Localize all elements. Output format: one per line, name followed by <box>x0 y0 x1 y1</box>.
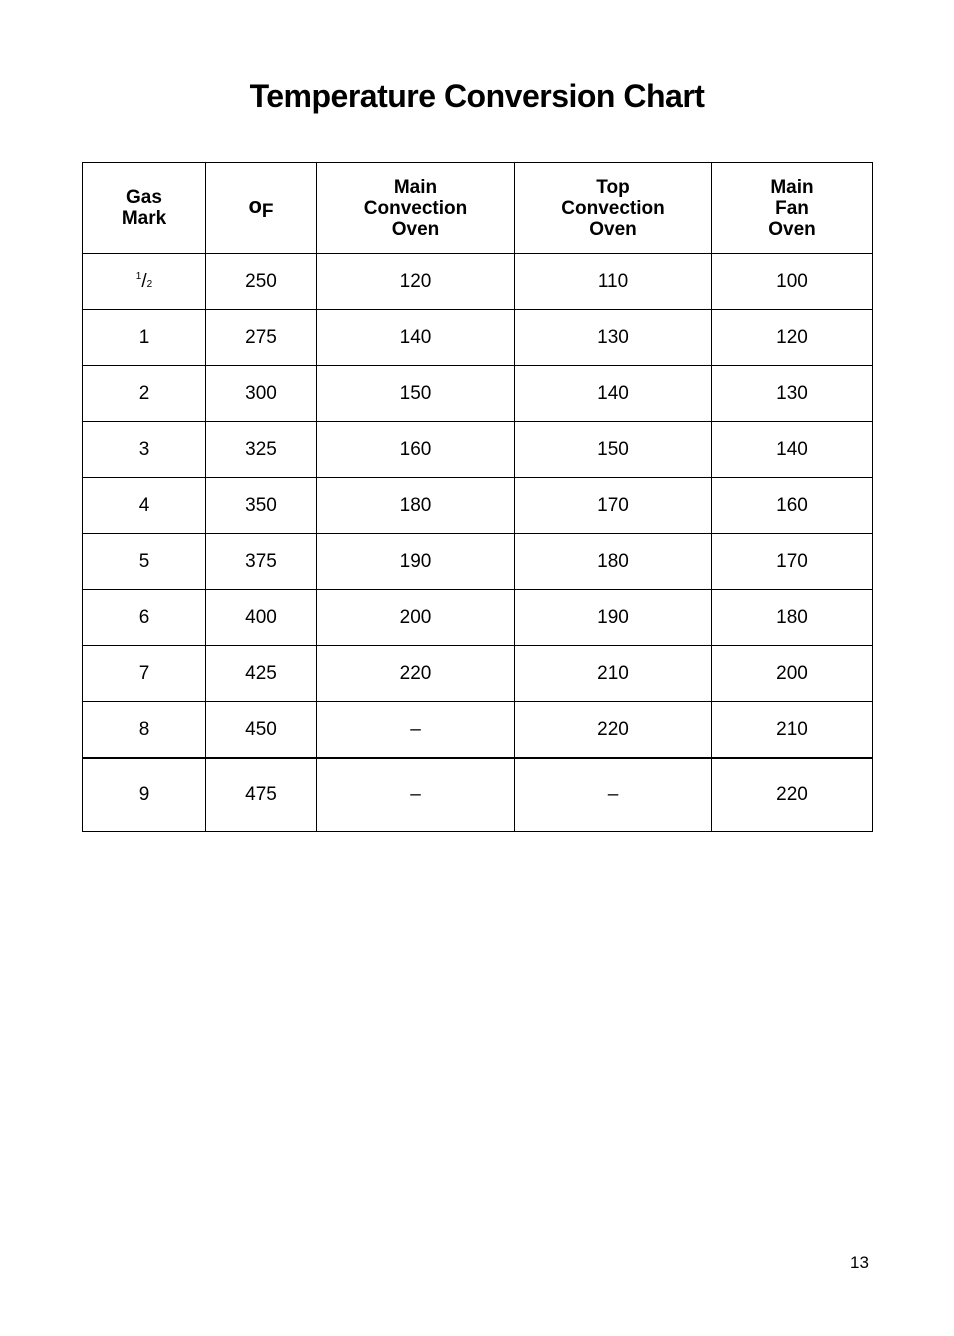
header-line: Mark <box>121 208 167 229</box>
fahrenheit-cell: 450 <box>206 702 317 759</box>
gas-mark-cell: 9 <box>83 758 206 832</box>
header-line: Gas <box>126 187 162 208</box>
fahrenheit-cell: 350 <box>206 478 317 534</box>
table-header-row <box>83 163 873 254</box>
main-fan-cell: 140 <box>712 422 873 478</box>
gas-mark-cell: 2 <box>83 366 206 422</box>
table-row <box>83 590 873 646</box>
half-fraction <box>136 271 152 292</box>
gas-mark-cell: 3 <box>83 422 206 478</box>
degree-symbol: o <box>248 192 262 218</box>
main-fan-cell: 180 <box>712 590 873 646</box>
page-title: Temperature Conversion Chart <box>249 78 705 114</box>
page-number: 13 <box>850 1253 869 1272</box>
table-row <box>83 422 873 478</box>
main-fan-cell: 200 <box>712 646 873 702</box>
main-convection-cell: 150 <box>317 366 515 422</box>
gas-mark-cell: 7 <box>83 646 206 702</box>
header-line: Main <box>393 176 438 198</box>
header-line: Oven <box>589 218 637 240</box>
main-fan-cell: 160 <box>712 478 873 534</box>
main-fan-cell: 120 <box>712 310 873 366</box>
fahrenheit-cell: 250 <box>206 254 317 310</box>
table-row <box>83 534 873 590</box>
main-convection-cell: 180 <box>317 478 515 534</box>
header-line: Fan <box>775 197 809 219</box>
header-line: Oven <box>768 218 816 240</box>
fahrenheit-cell: 275 <box>206 310 317 366</box>
main-fan-cell: 170 <box>712 534 873 590</box>
main-fan-cell: 130 <box>712 366 873 422</box>
top-convection-cell: 150 <box>515 422 712 478</box>
top-convection-cell: 110 <box>515 254 712 310</box>
table-row <box>83 366 873 422</box>
gas-mark-cell: 6 <box>83 590 206 646</box>
top-convection-cell: 140 <box>515 366 712 422</box>
main-fan-cell: 220 <box>712 758 873 832</box>
top-convection-cell: 180 <box>515 534 712 590</box>
fahrenheit-cell: 325 <box>206 422 317 478</box>
table-row <box>83 254 873 310</box>
main-convection-cell: 220 <box>317 646 515 702</box>
fahrenheit-cell: 475 <box>206 758 317 832</box>
main-convection-cell: 200 <box>317 590 515 646</box>
top-convection-cell: 210 <box>515 646 712 702</box>
gas-mark-cell: 1 <box>83 310 206 366</box>
header-line: Main <box>770 176 814 198</box>
top-convection-cell: – <box>515 758 712 832</box>
header-line: Convection <box>363 197 468 219</box>
gas-mark-cell: 8 <box>83 702 206 759</box>
table-row <box>83 702 873 759</box>
header-gas-mark <box>83 163 206 254</box>
header-fahrenheit <box>206 163 317 254</box>
main-fan-cell: 100 <box>712 254 873 310</box>
top-convection-cell: 170 <box>515 478 712 534</box>
table-row <box>83 646 873 702</box>
top-convection-cell: 130 <box>515 310 712 366</box>
main-convection-cell: – <box>317 702 515 759</box>
fahrenheit-cell: 400 <box>206 590 317 646</box>
header-line: Top <box>596 176 630 198</box>
table-row <box>83 758 873 832</box>
header-main-fan-oven <box>712 163 873 254</box>
main-convection-cell: 140 <box>317 310 515 366</box>
temperature-conversion-table <box>82 162 873 832</box>
fraction-denominator: 2 <box>146 278 153 290</box>
fahrenheit-cell: 425 <box>206 646 317 702</box>
table-row <box>83 310 873 366</box>
top-convection-cell: 190 <box>515 590 712 646</box>
main-convection-cell: – <box>317 758 515 832</box>
gas-mark-cell <box>83 254 206 310</box>
fahrenheit-cell: 375 <box>206 534 317 590</box>
main-convection-cell: 120 <box>317 254 515 310</box>
top-convection-cell: 220 <box>515 702 712 759</box>
fraction-numerator: 1 <box>135 270 142 282</box>
gas-mark-cell: 5 <box>83 534 206 590</box>
header-top-convection-oven <box>515 163 712 254</box>
main-convection-cell: 160 <box>317 422 515 478</box>
header-line: Oven <box>391 218 440 240</box>
table-row <box>83 478 873 534</box>
header-main-convection-oven <box>317 163 515 254</box>
main-convection-cell: 190 <box>317 534 515 590</box>
header-line: Convection <box>561 197 665 219</box>
gas-mark-cell: 4 <box>83 478 206 534</box>
fahrenheit-unit: F <box>261 200 274 222</box>
fraction-slash: / <box>141 270 147 292</box>
fahrenheit-cell: 300 <box>206 366 317 422</box>
main-fan-cell: 210 <box>712 702 873 759</box>
